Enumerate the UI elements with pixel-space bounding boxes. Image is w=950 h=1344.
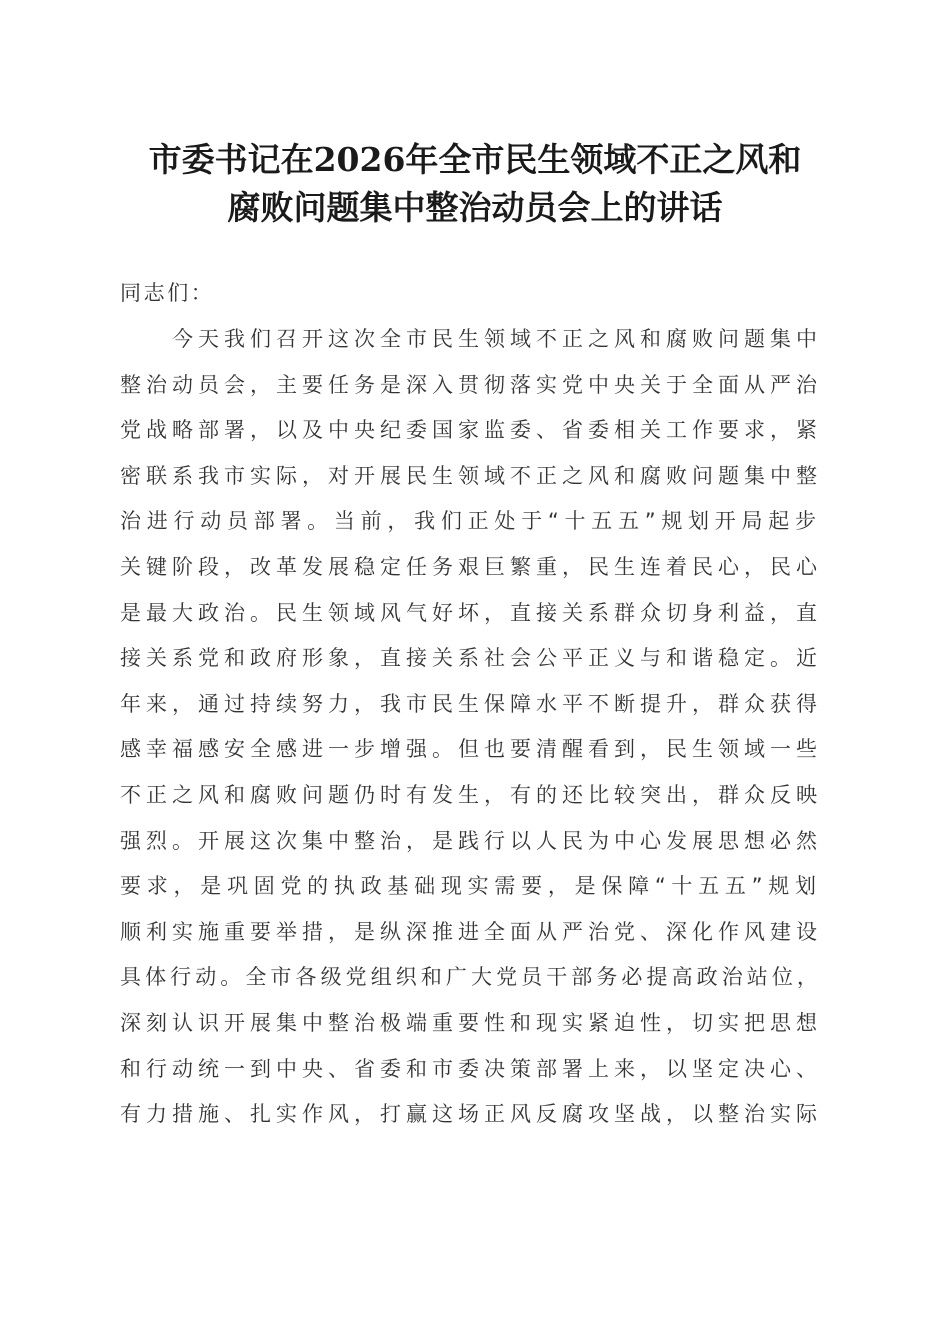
paragraph-line: 具体行动。全市各级党组织和广大党员干部务必提高政治站位， bbox=[120, 965, 822, 990]
paragraph-line: 治进行动员部署。当前，我们正处于“十五五”规划开局起步 bbox=[120, 509, 822, 534]
paragraph-line: 接关系党和政府形象，直接关系社会公平正义与和谐稳定。近 bbox=[120, 646, 822, 671]
paragraph-line: 和行动统一到中央、省委和市委决策部署上来，以坚定决心、 bbox=[120, 1056, 822, 1081]
paragraph-line: 感幸福感安全感进一步增强。但也要清醒看到，民生领域一些 bbox=[120, 737, 822, 762]
paragraph-line: 关键阶段，改革发展稳定任务艰巨繁重，民生连着民心，民心 bbox=[120, 555, 822, 579]
paragraph-line: 不正之风和腐败问题仍时有发生，有的还比较突出，群众反映 bbox=[120, 783, 822, 807]
paragraph-line: 党战略部署，以及中央纪委国家监委、省委相关工作要求，紧 bbox=[120, 418, 822, 443]
paragraph-line: 密联系我市实际，对开展民生领域不正之风和腐败问题集中整 bbox=[120, 463, 822, 488]
paragraph-line: 是最大政治。民生领域风气好坏，直接关系群众切身利益，直 bbox=[120, 600, 822, 625]
paragraph-line: 要求，是巩固党的执政基础现实需要，是保障“十五五”规划 bbox=[120, 874, 822, 899]
paragraph-line: 顺利实施重要举措，是纵深推进全面从严治党、深化作风建设 bbox=[120, 919, 822, 944]
paragraph-line: 整治动员会，主要任务是深入贯彻落实党中央关于全面从严治 bbox=[120, 372, 822, 397]
paragraph-line: 有力措施、扎实作风，打赢这场正风反腐攻坚战，以整治实际 bbox=[120, 1102, 822, 1127]
paragraph-line: 强烈。开展这次集中整治，是践行以人民为中心发展思想必然 bbox=[120, 828, 822, 853]
paragraph-line: 年来，通过持续努力，我市民生保障水平不断提升，群众获得 bbox=[120, 691, 822, 716]
paragraph-line: 深刻认识开展集中整治极端重要性和现实紧迫性，切实把思想 bbox=[120, 1011, 822, 1035]
paragraph-line: 今天我们召开这次全市民生领域不正之风和腐败问题集中 bbox=[120, 327, 822, 351]
salutation: 同志们： bbox=[120, 281, 215, 305]
document-title-line-1: 市委书记在2026年全市民生领域不正之风和 bbox=[148, 140, 802, 179]
document-title-line-2: 腐败问题集中整治动员会上的讲话 bbox=[227, 188, 723, 227]
